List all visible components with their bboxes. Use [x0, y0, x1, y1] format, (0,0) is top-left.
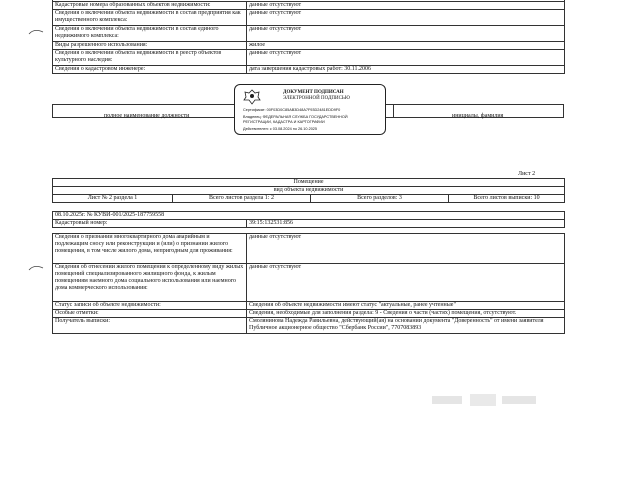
value-cell: данные отсутствуют: [247, 10, 565, 26]
section-header: [52, 178, 565, 203]
label-cell: Виды разрешенного использования:: [53, 42, 247, 50]
sheet-number: Лист № 2 раздела 1: [53, 195, 173, 203]
value-cell: данные отсутствуют: [247, 2, 565, 10]
label-cell: Статус записи об объекте недвижимости:: [53, 302, 247, 310]
label-cell: Сведения о включении объекта недвижимости в реестр объектов культурного наследия:: [53, 50, 247, 66]
top-table: [52, 0, 565, 74]
doc-ref-table: [52, 211, 565, 228]
stamp-cert: Сертификат: 00F03D0C85AB3D48A7F93D2481EDD9F0: [243, 108, 341, 112]
sheet-label: Лист 2: [518, 171, 536, 177]
value-cell: Сведения, необходимые для заполнения раздела: 9 - Сведения о части (частях) помещения, отсутствуют.: [247, 310, 565, 318]
label-cell: Сведения о включении объекта недвижимости в состав предприятия как имущественного комплекса:: [53, 10, 247, 26]
position-label: полное наименование должности: [104, 113, 190, 119]
value-cell: Сведения об объекте недвижимости имеют статус "актуальные, ранее учтенные": [247, 302, 565, 310]
stamp-valid: Действителен: с 03.08.2024 по 26.10.2025: [243, 127, 318, 131]
scan-mark: [28, 264, 44, 272]
section-title: Помещение: [53, 179, 565, 187]
stamp-title: ДОКУМЕНТ ПОДПИСАН: [283, 90, 344, 95]
value-cell: данные отсутствуют: [247, 234, 565, 264]
scan-mark: [28, 28, 44, 36]
label-cell: Получатель выписки:: [53, 318, 247, 334]
name-label: инициалы, фамилия: [452, 113, 504, 119]
doc-reference: 08.10.2025г. № КУВИ-001/2025-187759558: [53, 212, 565, 220]
label-cell: Сведения о включении объекта недвижимости в состав единого недвижимого комплекса:: [53, 26, 247, 42]
label-cell: Кадастровые номера образованных объектов недвижимости:: [53, 2, 247, 10]
label-cell: Сведения об отнесении жилого помещения к определенному виду жилых помещений специализированного жилищного фонда, к жилым помещениям наемного дома социального использования или наемного дома коммерческого использования:: [53, 264, 247, 302]
sheets-in-extract: Всего листов выписки: 10: [449, 195, 565, 203]
section-subtitle: вид объекта недвижимости: [53, 187, 565, 195]
stamp-subtitle: ЭЛЕКТРОННОЙ ПОДПИСЬЮ: [283, 96, 350, 101]
emblem-icon: [241, 88, 263, 106]
value-cell: данные отсутствуют: [247, 264, 565, 302]
signature-stamp: [234, 84, 386, 135]
value-cell: данные отсутствуют: [247, 26, 565, 42]
label-cell: Сведения о кадастровом инженере:: [53, 66, 247, 74]
signature-divider: [393, 104, 394, 118]
value-cell: данные отсутствуют: [247, 50, 565, 66]
value-cell: жилое: [247, 42, 565, 50]
cadastral-value: 39:15:132531:856: [247, 220, 565, 228]
stamp-owner: Владелец: ФЕДЕРАЛЬНАЯ СЛУЖБА ГОСУДАРСТВЕННОЙ РЕГИСТРАЦИИ, КАДАСТРА И КАРТОГРАФИИ: [243, 115, 348, 124]
value-cell: дата завершения кадастровых работ: 30.11.2006: [247, 66, 565, 74]
cadastral-label: Кадастровый номер:: [53, 220, 247, 228]
value-cell: Смолянинова Надежда Равильевна, действующий(ая) на основании документа "Доверенность" от имени заявителя Публичное акционерное общество "Сбербанк России", 7707083893: [247, 318, 565, 334]
sheets-in-section: Всего листов раздела 1: 2: [173, 195, 311, 203]
info-table: [52, 233, 565, 334]
watermark-shape: [430, 390, 540, 410]
sections-total: Всего разделов: 3: [311, 195, 449, 203]
label-cell: Сведения о признании многоквартирного дома аварийным и подлежащим сносу или реконструкции и (или) о признании жилого помещения, в том числе жилого дома, непригодным для проживания:: [53, 234, 247, 264]
label-cell: Особые отметки:: [53, 310, 247, 318]
